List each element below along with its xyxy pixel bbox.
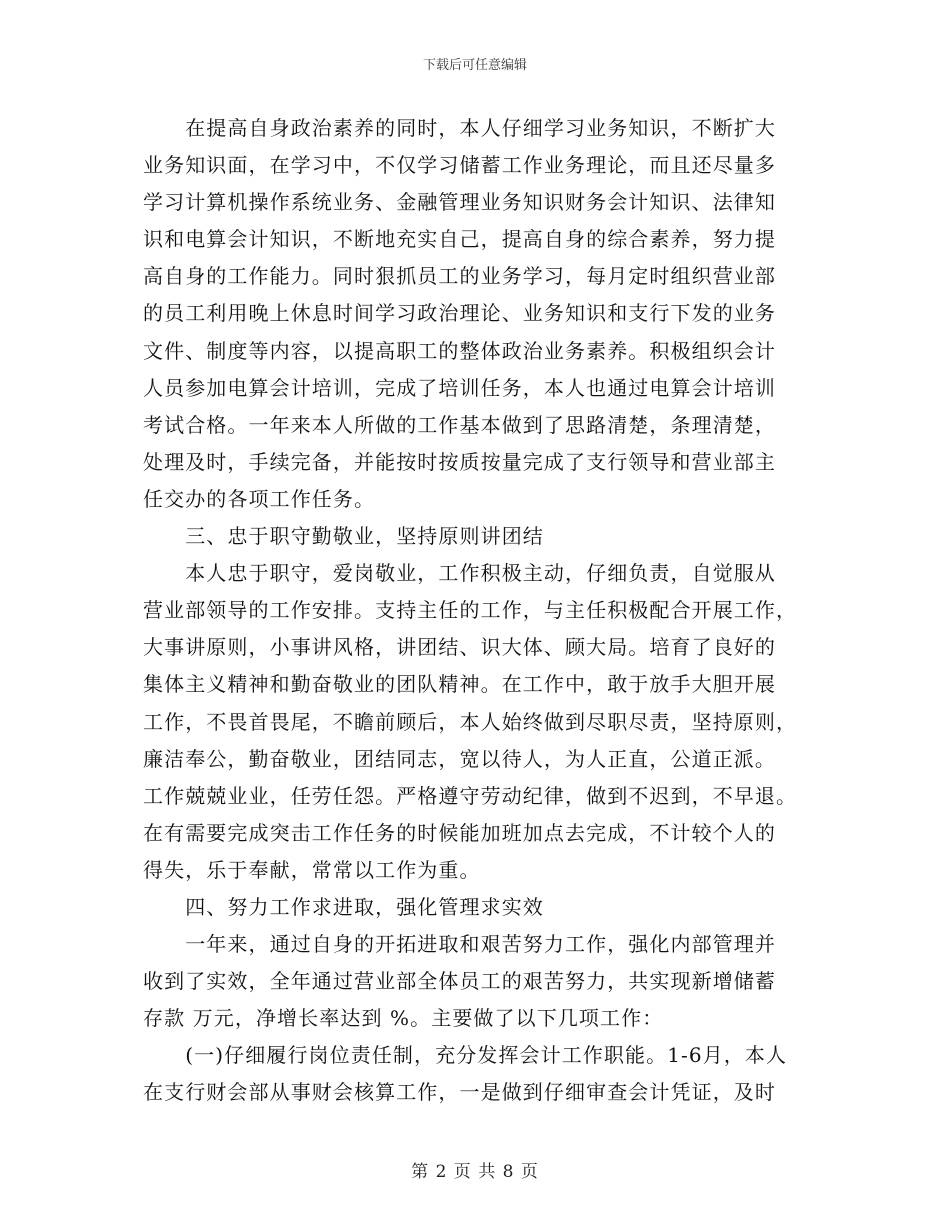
text-line: 在提高自身政治素养的同时，本人仔细学习业务知识，不断扩大 <box>143 116 776 140</box>
text-line: 的员工利用晚上休息时间学习政治理论、业务知识和支行下发的业务 <box>143 301 776 326</box>
text-line: 学习计算机操作系统业务、金融管理业务知识财务会计知识、法律知 <box>143 190 776 215</box>
text-line: 收到了实效，全年通过营业部全体员工的艰苦努力，共实现新增储蓄 <box>143 969 776 994</box>
text-line: 识和电算会计知识，不断地充实自己，提高自身的综合素养，努力提 <box>143 227 776 252</box>
text-line: 工作，不畏首畏尾，不瞻前顾后，本人始终做到尽职尽责，坚持原则， <box>143 709 798 734</box>
text-line: 工作兢兢业业，任劳任怨。严格遵守劳动纪律，做到不迟到，不早退。 <box>143 783 798 808</box>
page-header: 下载后可任意编辑 <box>422 58 527 73</box>
section-heading: 四、努力工作求进取，强化管理求实效 <box>143 894 544 919</box>
text-line: 业务知识面，在学习中，不仅学习储蓄工作业务理论，而且还尽量多 <box>143 153 776 178</box>
section-heading: 三、忠于职守勤敬业，坚持原则讲团结 <box>143 524 544 549</box>
document-body <box>143 110 811 1112</box>
text-line: 营业部领导的工作安排。支持主任的工作，与主任积极配合开展工作， <box>143 598 798 623</box>
text-line: 文件、制度等内容，以提高职工的整体政治业务素养。积极组织会计 <box>143 338 776 363</box>
text-line: 本人忠于职守，爱岗敬业，工作积极主动，仔细负责，自觉服从 <box>143 561 776 586</box>
text-line: 廉洁奉公，勤奋敬业，团结同志，宽以待人，为人正直，公道正派。 <box>143 746 776 771</box>
page-number: 第 2 页 共 8 页 <box>411 1162 539 1182</box>
text-line: 大事讲原则，小事讲风格，讲团结、识大体、顾大局。培育了良好的 <box>143 635 776 660</box>
text-line: 任交办的各项工作任务。 <box>143 486 376 511</box>
text-line: 高自身的工作能力。同时狠抓员工的业务学习，每月定时组织营业部 <box>143 264 776 289</box>
text-line: 处理及时，手续完备，并能按时按质按量完成了支行领导和营业部主 <box>143 449 776 474</box>
text-line: 一年来，通过自身的开拓进取和艰苦努力工作，强化内部管理并 <box>143 932 776 957</box>
text-line: 集体主义精神和勤奋敬业的团队精神。在工作中，敢于放手大胆开展 <box>143 672 776 697</box>
text-line: 在有需要完成突击工作任务的时候能加班加点去完成，不计较个人的 <box>143 820 776 845</box>
text-line: (一)仔细履行岗位责任制，充分发挥会计工作职能。1-6月，本人 <box>143 1043 788 1068</box>
text-line: 存款 万元，净增长率达到 %。主要做了以下几项工作： <box>143 1006 664 1031</box>
text-line: 在支行财会部从事财会核算工作，一是做到仔细审查会计凭证，及时 <box>143 1080 776 1105</box>
text-line: 人员参加电算会计培训，完成了培训任务，本人也通过电算会计培训 <box>143 375 776 400</box>
text-line: 得失，乐于奉献，常常以工作为重。 <box>143 857 481 882</box>
text-line: 考试合格。一年来本人所做的工作基本做到了思路清楚，条理清楚， <box>143 412 776 437</box>
